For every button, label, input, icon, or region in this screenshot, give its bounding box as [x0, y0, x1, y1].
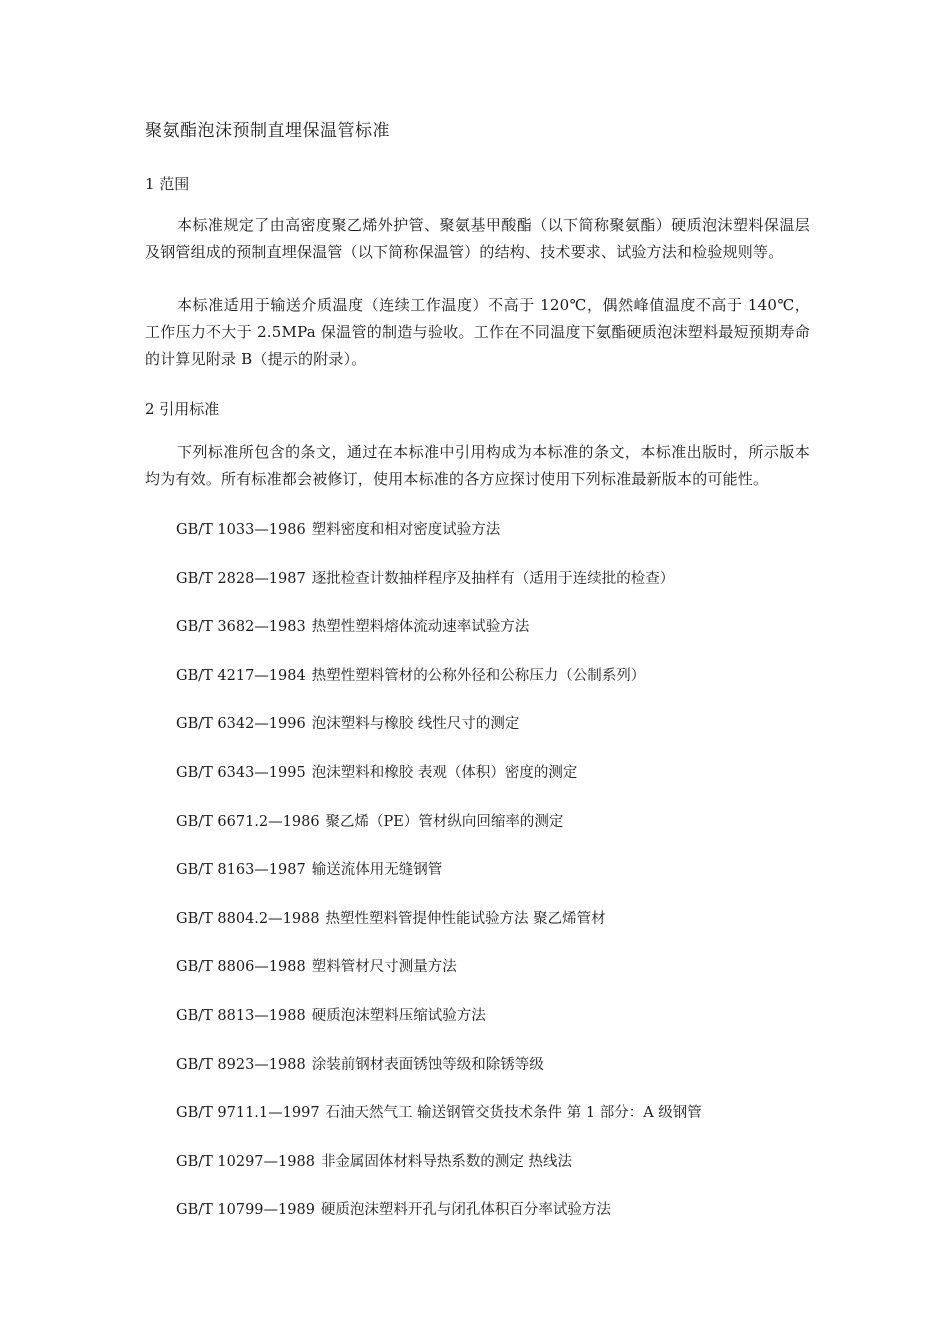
standard-code: GB/T 8163—1987: [176, 862, 306, 879]
section-heading-scope: 1 范围: [145, 175, 190, 193]
standard-code: GB/T 8806—1988: [176, 959, 306, 976]
list-item: [176, 907, 702, 956]
standard-code: GB/T 1033—1986: [176, 522, 306, 538]
list-item: [176, 761, 702, 810]
standard-name: 硬质泡沫塑料开孔与闭孔体积百分率试验方法: [320, 1202, 611, 1219]
list-item: [176, 1101, 702, 1150]
section-heading-references: 2 引用标准: [145, 400, 220, 418]
list-item: [176, 810, 702, 859]
standard-code: GB/T 8804.2—1988: [176, 910, 320, 927]
list-item: [176, 615, 702, 664]
standard-name: 逐批检查计数抽样程序及抽样有（适用于连续批的检查）: [311, 570, 675, 587]
standard-code: GB/T 9711.1—1997: [176, 1105, 320, 1122]
standard-name: 涂装前钢材表面锈蚀等级和除锈等级: [311, 1056, 544, 1073]
standard-code: GB/T 4217—1984: [176, 667, 306, 684]
standard-code: GB/T 6342—1996: [176, 716, 306, 733]
standard-name: 塑料密度和相对密度试验方法: [311, 522, 501, 538]
scope-paragraph-2: 本标准适用于输送介质温度（连续工作温度）不高于 120℃，偶然峰值温度不高于 140℃，工作压力不大于 2.5MPa 保温管的制造与验收。工作在不同温度下氨酯硬质泡沫塑料最短预期寿命的计算见附录 B（提示的附录）。: [145, 296, 810, 368]
standard-code: GB/T 2828—1987: [176, 570, 306, 587]
standard-name: 热塑性塑料熔体流动速率试验方法: [311, 619, 530, 636]
standard-code: GB/T 3682—1983: [176, 619, 306, 636]
list-item: [176, 518, 702, 567]
standard-code: GB/T 8813—1988: [176, 1007, 306, 1024]
standard-name: 热塑性塑料管提伸性能试验方法 聚乙烯管材: [325, 910, 606, 927]
list-item: [176, 712, 702, 761]
standard-name: 热塑性塑料管材的公称外径和公称压力（公制系列）: [311, 667, 646, 684]
standard-code: GB/T 10297—1988: [176, 1153, 315, 1170]
standard-name: 聚乙烯（PE）管材纵向回缩率的测定: [325, 813, 564, 830]
references-intro-paragraph: 下列标准所包含的条文，通过在本标准中引用构成为本标准的条文，本标准出版时，所示版本均为有效。所有标准都会被修订，使用本标准的各方应探讨使用下列标准最新版本的可能性。: [145, 443, 810, 488]
standard-name: 非金属固体材料导热系数的测定 热线法: [320, 1153, 573, 1170]
standard-code: GB/T 10799—1989: [176, 1202, 315, 1219]
reference-standards-list: [176, 518, 702, 1247]
standard-name: 输送流体用无缝钢管: [311, 862, 443, 879]
standard-code: GB/T 6671.2—1986: [176, 813, 320, 830]
list-item: [176, 567, 702, 616]
document-title: 聚氨酯泡沫预制直埋保温管标准: [145, 121, 390, 141]
standard-name: 泡沫塑料与橡胶 线性尺寸的测定: [311, 716, 520, 733]
standard-name: 硬质泡沫塑料压缩试验方法: [311, 1007, 486, 1024]
list-item: [176, 955, 702, 1004]
standard-code: GB/T 8923—1988: [176, 1056, 306, 1073]
standard-name: 石油天然气工 输送钢管交货技术条件 第 1 部分：A 级钢管: [325, 1105, 702, 1122]
list-item: [176, 1150, 702, 1199]
standard-name: 塑料管材尺寸测量方法: [311, 959, 457, 976]
list-item: [176, 1198, 702, 1247]
standard-name: 泡沫塑料和橡胶 表观（体积）密度的测定: [311, 764, 578, 781]
scope-paragraph-1: 本标准规定了由高密度聚乙烯外护管、聚氨基甲酸酯（以下简称聚氨酯）硬质泡沫塑料保温层及钢管组成的预制直埋保温管（以下简称保温管）的结构、技术要求、试验方法和检验规则等。: [145, 216, 810, 261]
list-item: [176, 1053, 702, 1102]
list-item: [176, 1004, 702, 1053]
list-item: [176, 858, 702, 907]
standard-code: GB/T 6343—1995: [176, 764, 306, 781]
list-item: [176, 664, 702, 713]
